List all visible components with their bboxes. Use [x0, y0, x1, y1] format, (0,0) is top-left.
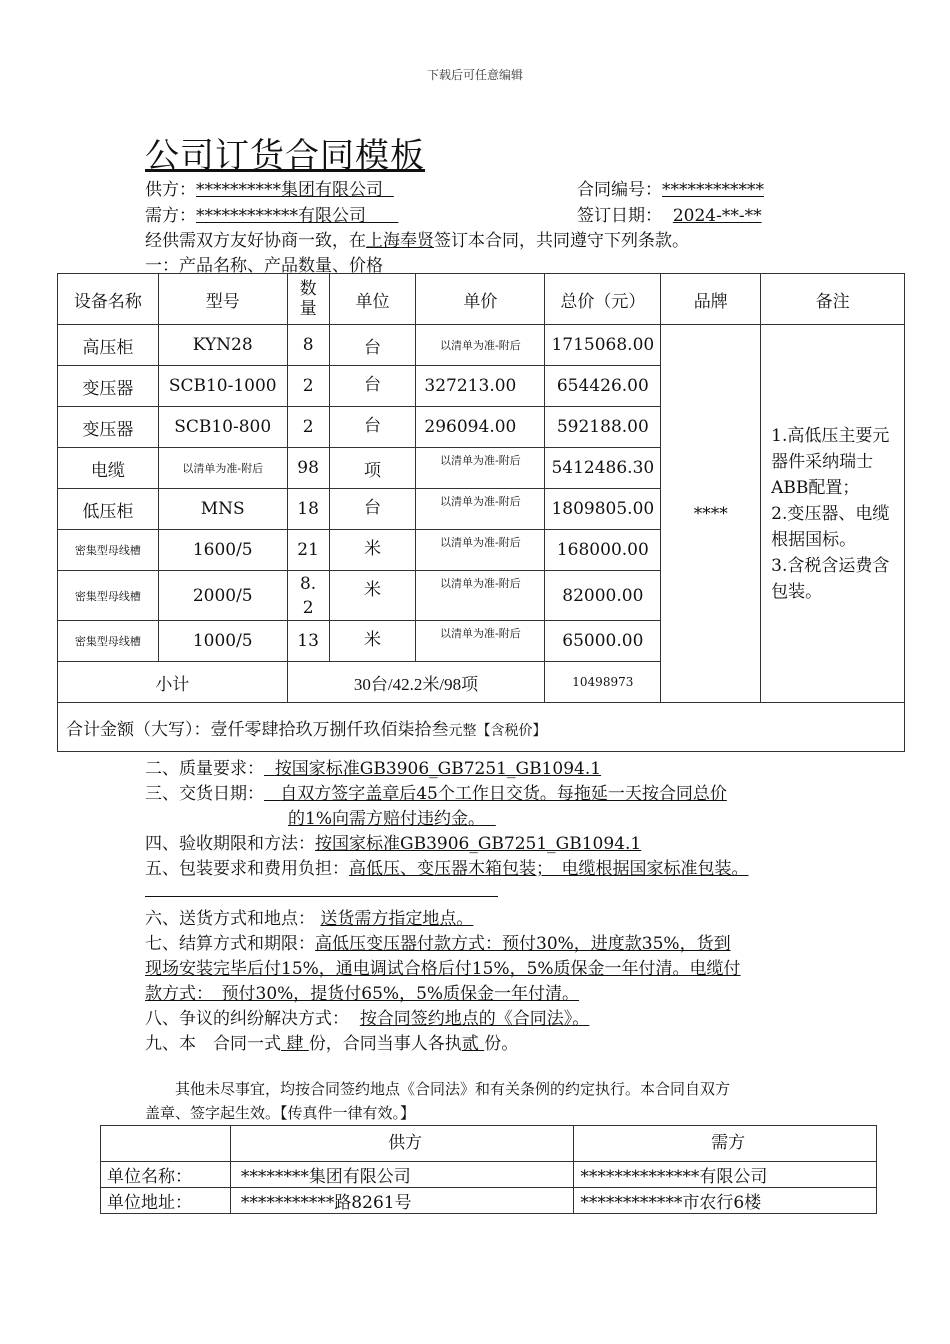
contract-no-line — [577, 175, 764, 200]
sign-date-line — [577, 201, 762, 226]
row-price: 以清单为准-附后 — [416, 448, 545, 489]
header-brand: 品牌 — [661, 274, 761, 325]
settle-value-1: 高低压变压器付款方式：预付30%，进度款35%，货到 — [315, 934, 731, 954]
pack-underline — [145, 896, 498, 897]
header-model: 型号 — [158, 274, 287, 325]
buyer-label: 需方： — [145, 206, 196, 226]
delivery-value-1: 自双方签字盖章后45个工作日交货。每拖延一天按合同总价 — [280, 784, 727, 804]
delivery-label: 三、交货日期： — [145, 784, 264, 804]
copies-total: 肆 — [286, 1034, 304, 1054]
row-model: 以清单为准-附后 — [158, 448, 287, 489]
intro-place: 上海奉贤 — [366, 231, 434, 251]
sig-name-label: 单位名称： — [101, 1162, 231, 1188]
copies-post: 份。 — [484, 1034, 519, 1054]
sig-name-supplier: ********集团有限公司 — [230, 1162, 574, 1188]
pack-label: 五、包装要求和费用负担： — [145, 859, 349, 879]
row-model: SCB10-1000 — [158, 366, 287, 407]
other-line-2: 盖章、签字起生效。【传真件一律有效。】 — [145, 1104, 416, 1122]
sig-addr-row — [101, 1188, 877, 1214]
header-qty: 数量 — [287, 274, 329, 325]
row-price: 以清单为准-附后 — [416, 530, 545, 571]
row-qty: 21 — [287, 530, 329, 571]
intro-post: 签订本合同，共同遵守下列条款。 — [434, 231, 689, 251]
row-unit: 台 — [329, 489, 416, 530]
table-row — [58, 325, 905, 366]
row-unit: 台 — [329, 407, 416, 448]
remark-cell — [761, 325, 905, 703]
row-qty: 8.2 — [287, 571, 329, 621]
settle-value-2: 现场安装完毕后付15%，通电调试合格后付15%，5%质保金一年付清。电缆付 — [145, 959, 741, 979]
subtotal-label: 小计 — [58, 662, 288, 703]
total-label: 合计金额（大写）：壹仟零肆拾玖万捌仟玖佰柒拾叁 — [66, 719, 449, 740]
pack-line — [145, 854, 749, 879]
row-price: 327213.00 — [416, 366, 545, 407]
row-total: 168000.00 — [545, 530, 661, 571]
row-model: 2000/5 — [158, 571, 287, 621]
row-name: 电缆 — [58, 448, 159, 489]
row-name: 密集型母线槽 — [58, 530, 159, 571]
sig-name-buyer: **************有限公司 — [574, 1162, 877, 1188]
row-qty: 13 — [287, 621, 329, 662]
settle-line-2 — [145, 954, 741, 979]
row-total: 592188.00 — [545, 407, 661, 448]
sign-date-label: 签订日期： — [577, 206, 662, 226]
row-price: 以清单为准-附后 — [416, 621, 545, 662]
supplier-value: **********集团有限公司 — [196, 180, 383, 200]
intro-line — [145, 226, 689, 251]
subtotal-qty: 30台/42.2米/98项 — [287, 662, 545, 703]
row-total: 82000.00 — [545, 571, 661, 621]
row-unit: 台 — [329, 366, 416, 407]
buyer-value: ************有限公司 — [196, 206, 366, 226]
settle-line-1 — [145, 929, 731, 954]
row-unit: 米 — [329, 621, 416, 662]
row-name: 密集型母线槽 — [58, 571, 159, 621]
row-unit: 台 — [329, 325, 416, 366]
supplier-label: 供方： — [145, 180, 196, 200]
row-qty: 8 — [287, 325, 329, 366]
accept-line — [145, 829, 641, 854]
header-price: 单价 — [416, 274, 545, 325]
brand-cell: **** — [661, 325, 761, 703]
total-amount — [58, 703, 905, 752]
row-total: 65000.00 — [545, 621, 661, 662]
row-name: 密集型母线槽 — [58, 621, 159, 662]
sig-addr-supplier: ***********路8261号 — [230, 1188, 574, 1214]
ship-label: 六、送货方式和地点： — [145, 909, 315, 929]
quality-label: 二、质量要求： — [145, 759, 264, 779]
remark-1: 1.高低压主要元器件采纳瑞士ABB配置； — [771, 425, 890, 498]
sig-header-row — [101, 1126, 877, 1162]
quality-value: 按国家标准GB3906_GB7251_GB1094.1 — [274, 759, 602, 779]
sign-date-value: 2024-**-** — [672, 206, 762, 226]
accept-value: 按国家标准GB3906_GB7251_GB1094.1 — [315, 834, 642, 854]
row-unit: 项 — [329, 448, 416, 489]
sig-name-row — [101, 1162, 877, 1188]
row-qty: 98 — [287, 448, 329, 489]
sig-empty-cell — [101, 1126, 231, 1162]
row-unit: 米 — [329, 571, 416, 621]
contract-no-value: ************ — [662, 180, 764, 200]
row-model: SCB10-800 — [158, 407, 287, 448]
row-total: 1715068.00 — [545, 325, 661, 366]
row-model: 1600/5 — [158, 530, 287, 571]
row-total: 1809805.00 — [545, 489, 661, 530]
accept-label: 四、验收期限和方法： — [145, 834, 315, 854]
row-name: 变压器 — [58, 407, 159, 448]
copies-each: 贰 — [461, 1034, 479, 1054]
dispute-value: 按合同签约地点的《合同法》。 — [359, 1009, 590, 1029]
row-qty: 2 — [287, 407, 329, 448]
pack-value: 高低压、变压器木箱包装； 电缆根据国家标准包装。 — [349, 859, 749, 879]
row-model: MNS — [158, 489, 287, 530]
quality-line — [145, 754, 601, 779]
subtotal-value: 10498973 — [545, 662, 661, 703]
section1-heading: 一：产品名称、产品数量、价格 — [145, 256, 383, 276]
row-name: 高压柜 — [58, 325, 159, 366]
copies-mid: 份，合同当事人各执 — [308, 1034, 462, 1054]
row-price: 以清单为准-附后 — [416, 489, 545, 530]
header-remark: 备注 — [761, 274, 905, 325]
delivery-line-2 — [288, 804, 496, 829]
row-qty: 2 — [287, 366, 329, 407]
settle-label: 七、结算方式和期限： — [145, 934, 315, 954]
row-price: 以清单为准-附后 — [416, 325, 545, 366]
page-title: 公司订货合同模板 — [145, 136, 425, 176]
header-total: 总价（元） — [545, 274, 661, 325]
table-header-row — [58, 274, 905, 325]
total-row — [58, 703, 905, 752]
copies-line — [145, 1029, 518, 1054]
sig-col-buyer: 需方 — [574, 1126, 877, 1162]
product-table — [57, 273, 905, 752]
remark-3: 3.含税含运费含包装。 — [771, 555, 890, 602]
delivery-line — [145, 779, 727, 804]
row-unit: 米 — [329, 530, 416, 571]
remark-2: 2.变压器、电缆根据国标。 — [771, 503, 890, 550]
row-price: 以清单为准-附后 — [416, 571, 545, 621]
header-unit: 单位 — [329, 274, 416, 325]
row-model: KYN28 — [158, 325, 287, 366]
row-qty: 18 — [287, 489, 329, 530]
contract-no-label: 合同编号： — [577, 180, 662, 200]
total-suffix: 元整【含税价】 — [448, 722, 547, 739]
row-name: 变压器 — [58, 366, 159, 407]
row-total: 5412486.30 — [545, 448, 661, 489]
sig-addr-buyer: ************市农行6楼 — [574, 1188, 877, 1214]
row-price: 296094.00 — [416, 407, 545, 448]
row-name: 低压柜 — [58, 489, 159, 530]
header-note: 下载后可任意编辑 — [426, 68, 523, 82]
sig-col-supplier: 供方 — [230, 1126, 574, 1162]
settle-value-3: 款方式： 预付30%，提货付65%，5%质保金一年付清。 — [145, 984, 580, 1004]
dispute-line — [145, 1004, 589, 1029]
row-model: 1000/5 — [158, 621, 287, 662]
buyer-line — [145, 201, 398, 226]
settle-line-3 — [145, 979, 579, 1004]
copies-pre: 九、本 合同一式 — [145, 1034, 281, 1054]
dispute-label: 八、争议的纠纷解决方式： — [145, 1009, 349, 1029]
ship-value: 送货需方指定地点。 — [320, 909, 474, 929]
ship-line — [145, 904, 473, 929]
delivery-value-2: 的1%向需方赔付违约金。 — [288, 809, 485, 829]
header-name: 设备名称 — [58, 274, 159, 325]
supplier-line — [145, 175, 394, 200]
sig-addr-label: 单位地址： — [101, 1188, 231, 1214]
other-line-1: 其他未尽事宜，均按合同签约地点《合同法》和有关条例的约定执行。本合同自双方 — [175, 1080, 731, 1098]
intro-pre: 经供需双方友好协商一致，在 — [145, 231, 366, 251]
signature-table — [100, 1125, 877, 1214]
row-total: 654426.00 — [545, 366, 661, 407]
